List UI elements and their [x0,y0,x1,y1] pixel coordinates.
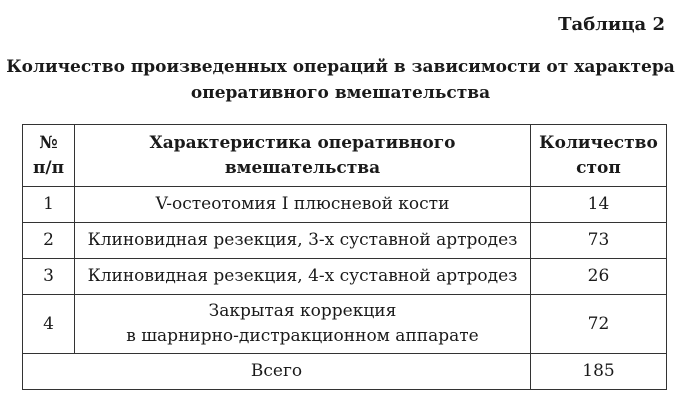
row-number: 1 [23,187,75,223]
header-description-line-2: вмешательства [224,157,381,178]
table-title-line-1: Количество произведенных операций в зависимости от характера [6,57,675,77]
row-description-line-1: Закрытая коррекция [208,301,397,321]
header-quantity-line-2: стоп [576,157,621,178]
header-description [75,125,531,187]
table-total-row [23,354,667,390]
header-number [23,125,75,187]
total-quantity: 185 [531,354,667,390]
row-description: V-остеотомия I плюсневой кости [75,187,531,223]
row-description: Клиновидная резекция, 3-х суставной артродез [75,223,531,259]
header-number-line-2: п/п [32,157,65,178]
table-row [23,295,667,354]
row-description: Клиновидная резекция, 4-х суставной артродез [75,259,531,295]
operations-table [22,124,667,390]
row-number: 4 [23,295,75,354]
table-number: Таблица 2 [558,14,665,35]
row-quantity: 14 [531,187,667,223]
header-quantity [531,125,667,187]
row-description-line-2: в шарнирно-дистракционном аппарате [126,326,479,346]
table-header-row [23,125,667,187]
row-description [75,295,531,354]
header-description-line-1: Характеристика оперативного [149,132,456,153]
table-row [23,259,667,295]
table-title [0,54,681,106]
row-quantity: 73 [531,223,667,259]
header-quantity-line-1: Количество [539,132,658,153]
header-number-line-1: № [39,132,58,153]
total-label: Всего [23,354,531,390]
table-row [23,223,667,259]
row-quantity: 72 [531,295,667,354]
table-row [23,187,667,223]
table-title-line-2: оперативного вмешательства [190,83,491,103]
row-quantity: 26 [531,259,667,295]
row-number: 2 [23,223,75,259]
row-number: 3 [23,259,75,295]
